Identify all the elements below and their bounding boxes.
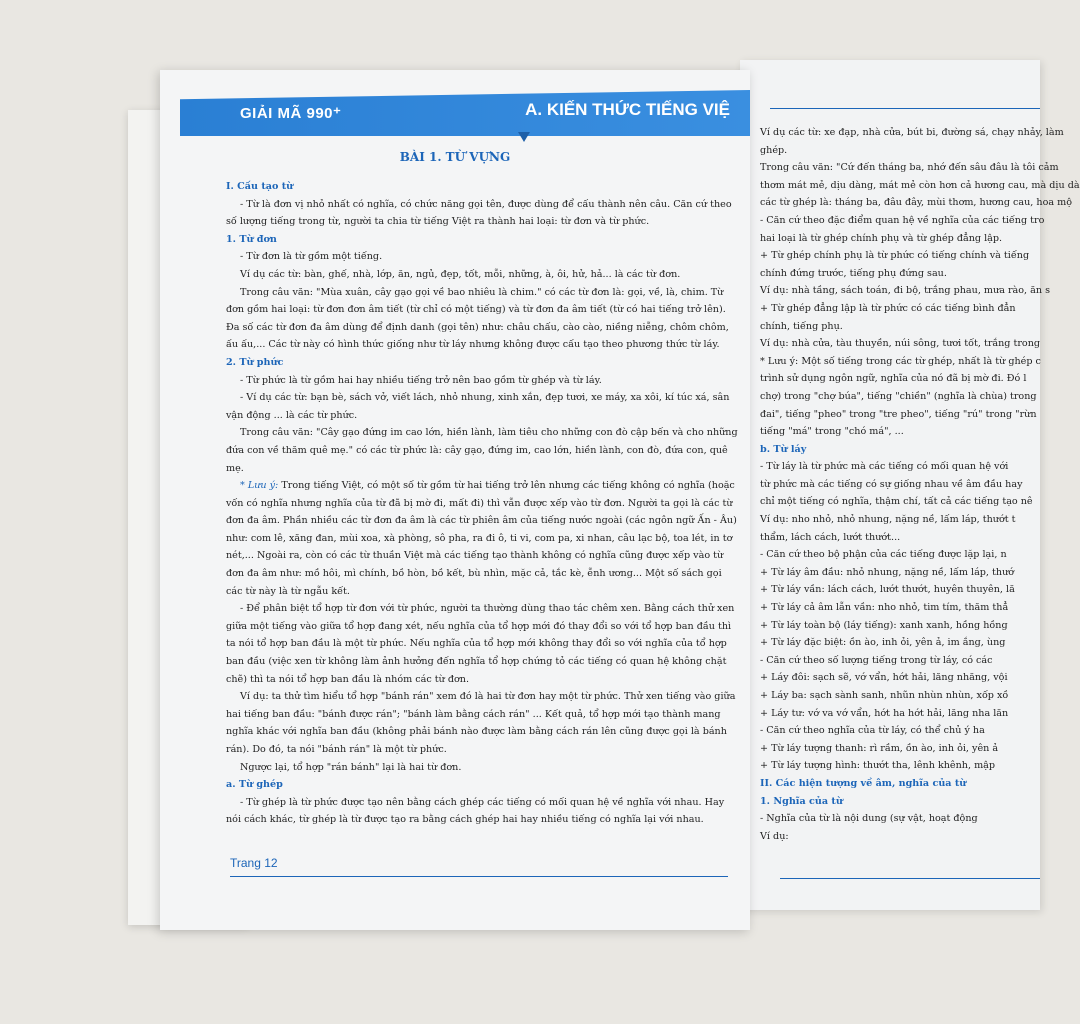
paragraph: Ngược lại, tổ hợp "rán bánh" lại là hai từ đơn. — [240, 761, 462, 773]
paragraph: - Từ phức là từ gồm hai hay nhiều tiếng trở nên bao gồm từ ghép và từ láy. — [240, 374, 602, 386]
paragraph: Trong câu văn: "Cây gạo đứng im cao lớn, hiền lành, làm tiêu cho những con đò cập bến và cho những đứa con về thăm quê mẹ." có các từ phức là: cây gạo, đứng im, cao lớn, hiền lành, con đò, đứa con, quê mẹ. — [226, 427, 738, 474]
right-footer-rule — [780, 878, 1040, 879]
right-text-line: Ví dụ: nhà tầng, sách toán, đi bộ, trắng phau, mưa rào, ăn s — [760, 285, 1051, 297]
book-title: GIẢI MÃ 990⁺ — [240, 105, 342, 122]
right-text-line: + Từ ghép chính phụ là từ phức có tiếng chính và tiếng — [760, 250, 1030, 262]
right-text-line: II. Các hiện tượng về âm, nghĩa của từ — [760, 777, 967, 789]
paragraph: - Ví dụ các từ: bạn bè, sách vở, viết lách, nhỏ nhung, xinh xắn, đẹp tươi, xe máy, xa xôi, kí túc xá, sân vận động ... là các từ phức. — [226, 392, 730, 421]
heading-simple-word: 1. Từ đơn — [226, 233, 277, 245]
right-text-line: chính đứng trước, tiếng phụ đứng sau. — [760, 267, 947, 279]
right-text-line: + Láy tư: vớ va vớ vẩn, hớt ha hớt hải, lăng nha lăn — [760, 707, 1009, 719]
right-text-line: Trong câu văn: "Cứ đến tháng ba, nhớ đến sâu đâu là tôi cảm — [760, 162, 1059, 174]
right-text-line: Ví dụ: nho nhỏ, nhỏ nhung, nặng nề, lấm láp, thướt t — [760, 514, 1016, 526]
right-text-line: + Từ láy tượng thanh: rì rầm, ồn ào, inh ỏi, yên ả — [760, 742, 999, 754]
right-text-line: hai loại là từ ghép chính phụ và từ ghép đẳng lập. — [760, 232, 1003, 244]
page-number: Trang 12 — [230, 856, 278, 870]
right-text-line: + Từ láy cả âm lẫn vần: nho nhỏ, tim tím, thăm thẳ — [760, 602, 1009, 614]
section-title: A. KIẾN THỨC TIẾNG VIỆ — [525, 100, 730, 119]
right-text-line: thẩm, lách cách, lướt thướt... — [760, 531, 901, 543]
note-label: * Lưu ý: — [240, 480, 279, 492]
note-paragraph — [226, 477, 738, 600]
header-fold-mark — [518, 132, 530, 142]
open-book — [150, 60, 1080, 930]
right-text-line: + Từ láy vần: lách cách, lướt thướt, huyên thuyên, lă — [760, 584, 1015, 596]
right-text-line: + Từ láy âm đầu: nhỏ nhung, nặng nề, lấm láp, thướ — [760, 566, 1015, 578]
right-text-line: + Láy đôi: sạch sẽ, vớ vẩn, hớt hải, lăng nhăng, vội — [760, 672, 1008, 684]
right-text-line: + Từ láy toàn bộ (láy tiếng): xanh xanh, hồng hồng — [760, 619, 1008, 631]
right-text-line: chợ) trong "chợ búa", tiếng "chiền" (nghĩa là chùa) trong — [760, 390, 1037, 402]
note-text: Trong tiếng Việt, có một số từ gồm từ hai tiếng trở lên nhưng các tiếng không có nghĩa (hoặc vốn có nghĩa nhưng nghĩa của từ đã bị mờ đi, mất đi) thì vẫn được xếp vào từ đơn. Người ta gọi là các từ đơn đa âm. Phần nhiều các từ đơn đa âm là các từ phiên âm của tiếng nước ngoài (các ngôn ngữ Ấn - Âu) như: com lê, xăng đan, mùi xoa, xà phòng, sô pha, ra đi ô, ti vi, com pa, xi nhan, câu lạc bộ, toa lét, in tơ nét,... Ngoài ra, còn có các từ thuần Việt mà các tiếng tạo thành không có nghĩa cũng được xếp vào từ đơn đa âm như: mồ hôi, mì chính, bồ hòn, bồ kết, bù nhìn, mặc cả, tắc kè, ễnh ương... Một số sách gọi các từ này là từ ngẫu kết. — [226, 480, 737, 597]
paragraph: Ví dụ: ta thử tìm hiểu tổ hợp "bánh rán" xem đó là hai từ đơn hay một từ phức. Thử xen tiếng vào giữa hai tiếng ban đầu: "bánh được rán"; "bánh làm bằng cách rán" ... Kết quả, tổ hợp mới tạo thành mang nghĩa khác với nghĩa ban đầu (không phải bánh nào được làm bằng cách rán lên cũng được gọi là bánh rán). Do đó, ta nói "bánh rán" là một từ phức. — [226, 691, 736, 755]
right-text-line: trình sử dụng ngôn ngữ, nghĩa của nó đã bị mờ đi. Đó l — [760, 373, 1027, 385]
right-text-line: - Nghĩa của từ là nội dung (sự vật, hoạt động — [760, 813, 978, 825]
right-text-line: 1. Nghĩa của từ — [760, 795, 843, 807]
footer-rule — [230, 876, 728, 877]
right-text-line: - Căn cứ theo nghĩa của từ láy, có thể chủ ý ha — [760, 725, 985, 737]
heading-structure: I. Cấu tạo từ — [226, 181, 294, 192]
right-text-line: đai", tiếng "pheo" trong "tre pheo", tiếng "rú" trong "rừn — [760, 408, 1037, 420]
right-text-line: - Từ láy là từ phức mà các tiếng có mối quan hệ với — [760, 461, 1009, 473]
heading-compound-joined: a. Từ ghép — [226, 779, 283, 791]
right-text-line: thơm mát mẻ, dịu dàng, mát mẻ còn hơn cả hương cau, mà dịu dà — [760, 179, 1080, 191]
left-page-text — [226, 178, 738, 829]
paragraph: - Từ ghép là từ phức được tạo nên bằng cách ghép các tiếng có mối quan hệ về nghĩa với nhau. Hay nói cách khác, từ ghép là từ được tạo ra bằng cách ghép hai hay nhiều tiếng có nghĩa lại với nhau. — [226, 796, 725, 826]
right-text-line: + Từ ghép đẳng lập là từ phức có các tiếng bình đẳn — [760, 302, 1016, 314]
right-text-line: + Láy ba: sạch sành sanh, nhũn nhùn nhùn, xốp xồ — [760, 690, 1009, 701]
paragraph: Trong câu văn: "Mùa xuân, cây gạo gọi về bao nhiêu là chim." có các từ đơn là: gọi, về, là, chim. Từ đơn gồm hai loại: từ đơn đơn âm tiết (từ chỉ có một tiếng) và từ đơn đa âm tiết (từ có hai tiếng trở lên). Đa số các từ đơn đa âm dùng để định danh (gọi tên) như: châu chấu, cào cào, niềng niễng, chôm chôm, ấu ấu,... Các từ này có hình thức giống như từ láy nhưng không được cấu tạo theo phương thức từ láy. — [226, 286, 729, 351]
right-text-line: + Từ láy tượng hình: thướt tha, lênh khênh, mập — [760, 760, 996, 772]
right-text-line: - Căn cứ theo số lượng tiếng trong từ láy, có các — [760, 654, 993, 666]
right-text-line: chỉ một tiếng có nghĩa, thậm chí, tất cả các tiếng tạo nê — [760, 496, 1033, 508]
right-text-line: Ví dụ: nhà cửa, tàu thuyền, núi sông, tươi tốt, trắng trong — [760, 338, 1041, 350]
right-text-line: + Từ láy đặc biệt: ồn ào, inh ỏi, yên ả, im ắng, ùng — [760, 637, 1006, 649]
paragraph: - Từ là đơn vị nhỏ nhất có nghĩa, có chức năng gọi tên, được dùng để cấu thành nên câu. Căn cứ theo số lượng tiếng trong từ, người ta chia từ tiếng Việt ra thành hai loại: từ đơn và từ phức. — [226, 198, 732, 228]
paragraph: Ví dụ các từ: bàn, ghế, nhà, lớp, ăn, ngủ, đẹp, tốt, mỗi, những, à, ôi, hử, hả... là các từ đơn. — [240, 268, 681, 280]
paragraph: - Từ đơn là từ gồm một tiếng. — [240, 251, 383, 263]
right-text-line: ghép. — [760, 144, 788, 156]
right-text-line: chính, tiếng phụ. — [760, 320, 843, 332]
right-header-rule — [770, 108, 1040, 109]
paragraph: - Để phân biệt tổ hợp từ đơn với từ phức, người ta thường dùng thao tác chêm xen. Bằng cách thử xen giữa một tiếng vào giữa tổ hợp đang xét, nếu nghĩa của tổ hợp mới đó thay đổi so với tổ hợp ban đầu thì ta nói tổ hợp ban đầu là một từ phức. Nếu nghĩa của tổ hợp mới không thay đổi so với nghĩa của tổ hợp ban đầu (việc xen từ không làm ảnh hưởng đến nghĩa tổ hợp chứng tỏ các tiếng có quan hệ không chặt chẽ) thì ta nói tổ hợp ban đầu là nhóm các từ đơn. — [226, 603, 735, 685]
heading-compound-word: 2. Từ phức — [226, 356, 284, 368]
right-text-line: * Lưu ý: Một số tiếng trong các từ ghép, nhất là từ ghép c — [760, 355, 1041, 367]
right-text-line: - Căn cứ theo đặc điểm quan hệ về nghĩa của các tiếng tro — [760, 214, 1045, 226]
right-page — [740, 60, 1080, 910]
right-text-line: các từ ghép là: tháng ba, đâu đây, mùi thơm, hương cau, hoa mộ — [760, 197, 1073, 209]
right-text-line: tiếng "má" trong "chó má", ... — [760, 426, 904, 438]
left-page — [160, 70, 750, 930]
right-text-line: - Căn cứ theo bộ phận của các tiếng được lặp lại, n — [760, 549, 1007, 561]
right-page-text — [760, 124, 1080, 845]
right-text-line: Ví dụ các từ: xe đạp, nhà cửa, bút bi, đường sá, chạy nhảy, làm — [760, 127, 1064, 138]
right-text-line: từ phức mà các tiếng có sự giống nhau về âm đầu hay — [760, 478, 1023, 490]
right-text-line: b. Từ láy — [760, 443, 807, 455]
lesson-title: BÀI 1. TỪ VỰNG — [399, 150, 511, 164]
right-text-line: Ví dụ: — [760, 830, 789, 842]
